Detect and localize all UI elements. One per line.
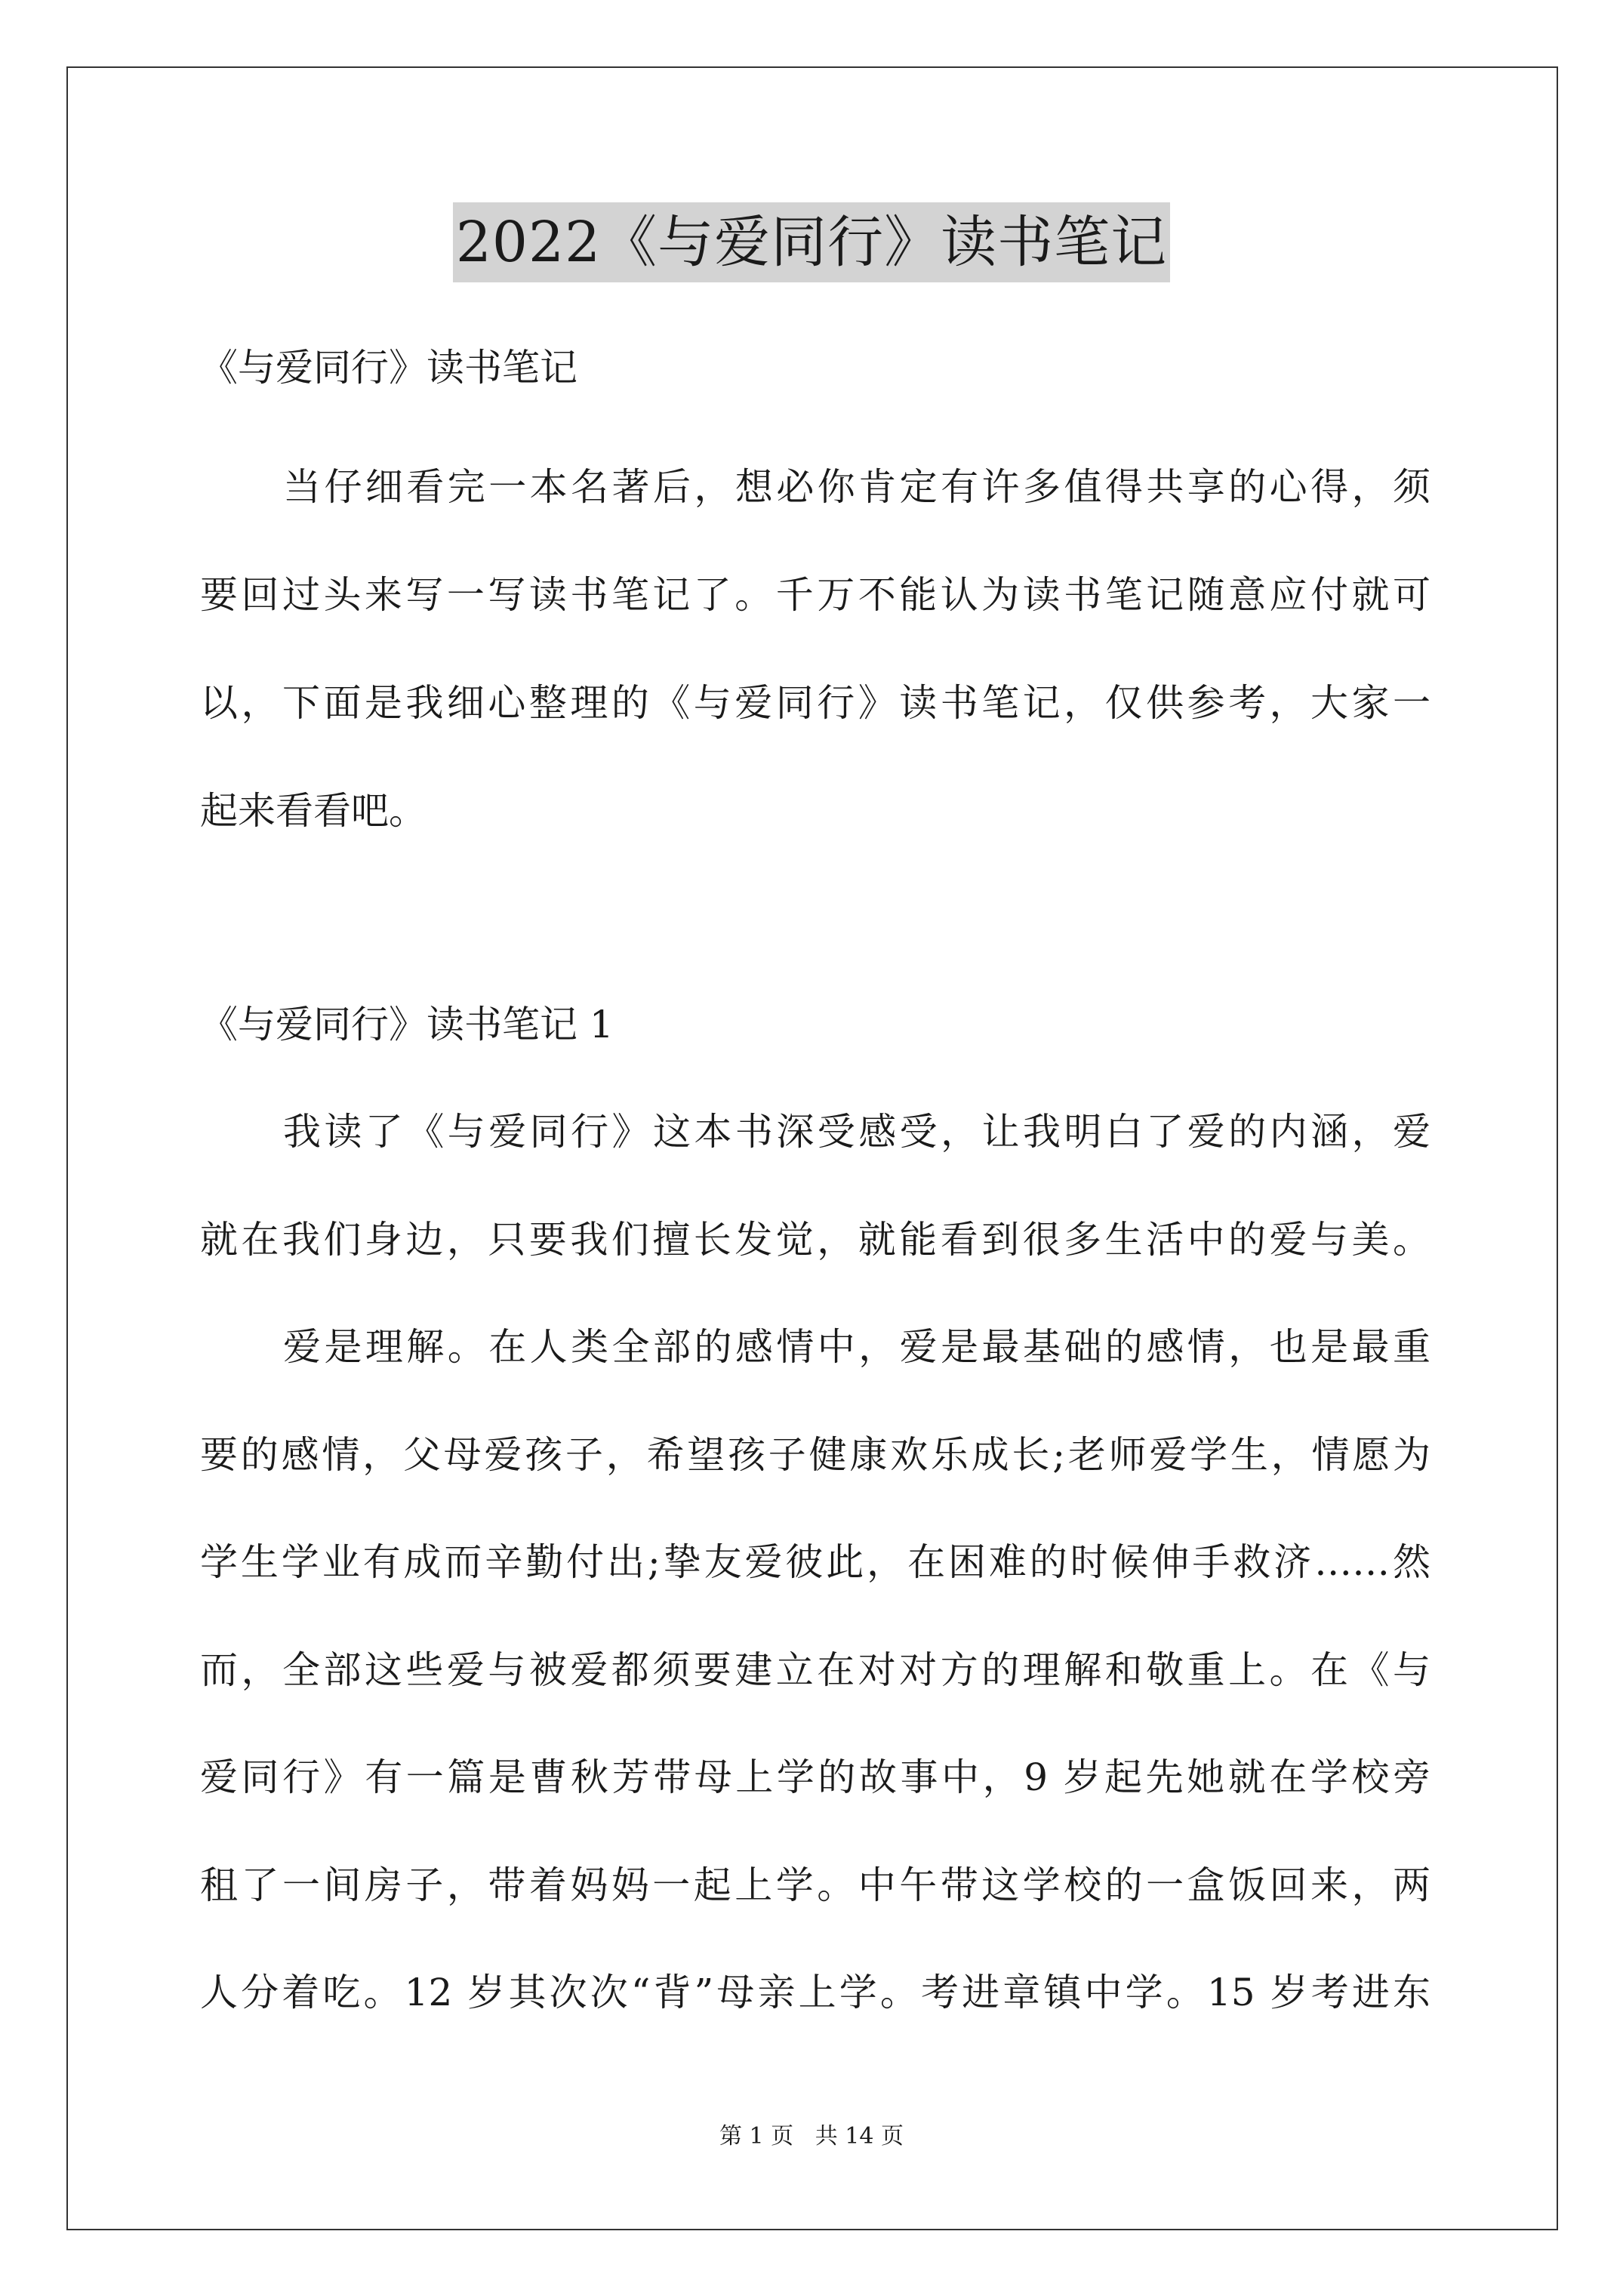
intro-paragraph-line: 以，下面是我细心整理的《与爱同行》读书笔记，仅供参考，大家一 (200, 681, 1431, 725)
body-paragraph-line: 人分着吃。12 岁其次次“背”母亲上学。考进章镇中学。15 岁考进东 (200, 1971, 1431, 2014)
document-title: 2022《与爱同行》读书笔记 (453, 202, 1170, 282)
body-paragraph-line: 就在我们身边，只要我们擅长发觉，就能看到很多生活中的爱与美。 (200, 1218, 1431, 1262)
body-paragraph-line: 爱同行》有一篇是曹秋芳带母上学的故事中，9 岁起先她就在学校旁 (200, 1755, 1431, 1799)
section-heading-note-1: 《与爱同行》读书笔记 1 (200, 1003, 614, 1046)
body-paragraph-line: 要的感情，父母爱孩子，希望孩子健康欢乐成长;老师爱学生，情愿为 (200, 1433, 1431, 1477)
body-paragraph-line: 而，全部这些爱与被爱都须要建立在对对方的理解和敬重上。在《与 (200, 1648, 1431, 1692)
title-container (0, 202, 1623, 282)
body-paragraph-line: 爱是理解。在人类全部的感情中，爱是最基础的感情，也是最重 (283, 1325, 1431, 1369)
body-paragraph-line: 租了一间房子，带着妈妈一起上学。中午带这学校的一盒饭回来，两 (200, 1863, 1431, 1907)
body-paragraph-line: 学生学业有成而辛勤付出;挚友爱彼此，在困难的时候伸手救济……然 (200, 1540, 1431, 1584)
intro-paragraph-line: 起来看看吧。 (200, 789, 427, 833)
intro-paragraph-line: 要回过头来写一写读书笔记了。千万不能认为读书笔记随意应付就可 (200, 573, 1431, 617)
intro-paragraph-line: 当仔细看完一本名著后，想必你肯定有许多值得共享的心得，须 (283, 465, 1431, 509)
page-number-footer: 第 1 页 共 14 页 (719, 2123, 904, 2150)
section-heading-intro: 《与爱同行》读书笔记 (200, 346, 577, 390)
body-paragraph-line: 我读了《与爱同行》这本书深受感受，让我明白了爱的内涵，爱 (283, 1110, 1431, 1154)
